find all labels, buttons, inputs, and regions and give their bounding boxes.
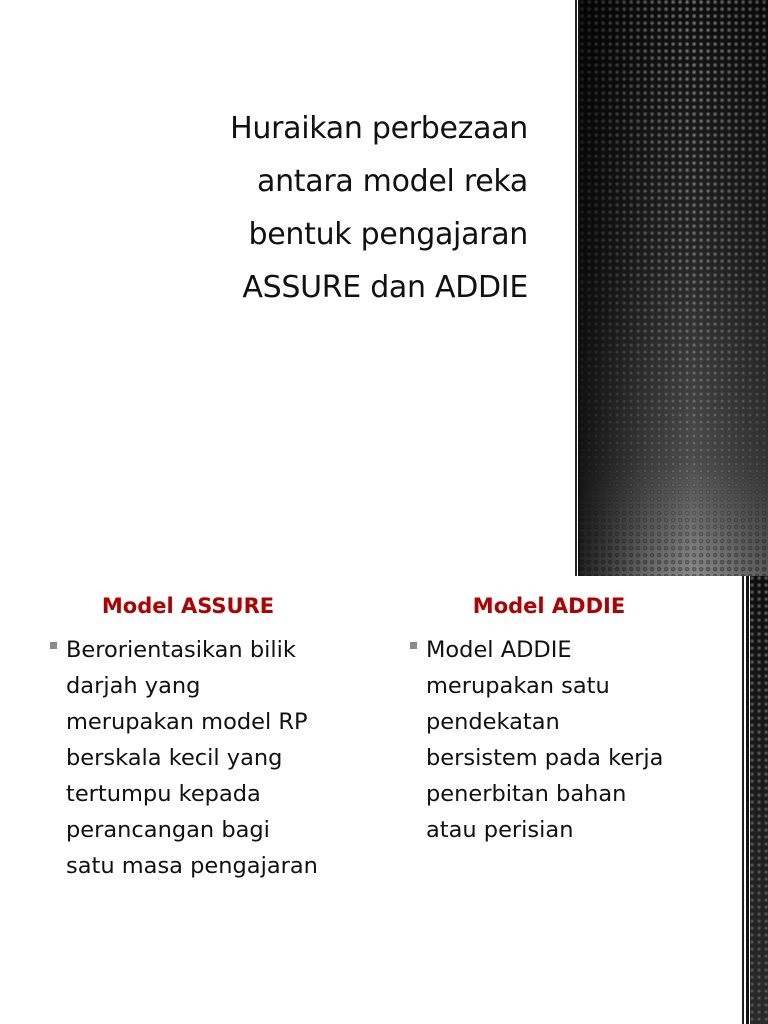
assure-description: Berorientasikan bilik darjah yang merupakan model RP berskala kecil yang tertumpu kepada perancangan bagi satu masa pengajaran [66, 637, 318, 879]
divider-line [575, 0, 577, 576]
panel-shading [580, 0, 768, 576]
list-item [408, 632, 708, 848]
divider-line [742, 576, 744, 1024]
square-bullet-icon [410, 642, 417, 649]
assure-heading: Model ASSURE [101, 594, 275, 618]
assure-column [48, 594, 348, 884]
square-bullet-icon [50, 642, 57, 649]
divider-line [746, 576, 749, 1024]
addie-column [408, 594, 708, 848]
list-item [48, 632, 348, 884]
comparison-slide [0, 576, 768, 1024]
carbon-texture-panel [750, 576, 768, 1024]
slide-title: Huraikan perbezaan antara model reka bentuk pengajaran ASSURE dan ADDIE [230, 111, 528, 305]
addie-heading: Model ADDIE [472, 594, 626, 618]
addie-description: Model ADDIE merupakan satu pendekatan bersistem pada kerja penerbitan bahan atau perisian [426, 637, 664, 843]
